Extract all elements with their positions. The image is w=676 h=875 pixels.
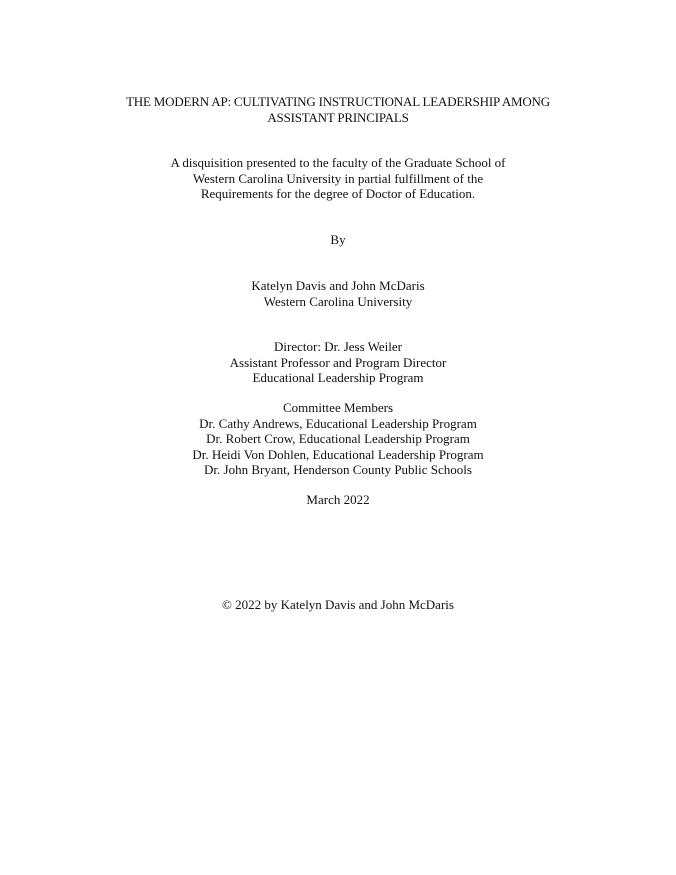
committee-member: Dr. John Bryant, Henderson County Public Schools: [204, 462, 472, 477]
committee-member: Dr. Heidi Von Dohlen, Educational Leadership Program: [192, 446, 484, 462]
author-institution: Western Carolina University: [263, 293, 413, 309]
copyright-notice: © 2022 by Katelyn Davis and John McDaris: [222, 597, 454, 612]
title-line-1: THE MODERN AP: CULTIVATING INSTRUCTIONAL LEADERSHIP AMONG: [126, 94, 550, 109]
committee-member: Dr. Cathy Andrews, Educational Leadership Program: [199, 415, 477, 431]
submission-date: March 2022: [306, 492, 370, 507]
by-label: [0, 232, 676, 248]
by-text: By: [330, 232, 346, 247]
committee-heading: Committee Members: [282, 400, 394, 415]
copyright-block: [0, 597, 676, 613]
committee-member: Dr. Robert Crow, Educational Leadership Program: [206, 431, 470, 446]
director-name: Director: Dr. Jess Weiler: [274, 339, 402, 354]
director-role: Assistant Professor and Program Director: [229, 354, 447, 370]
authors-block: [0, 278, 676, 309]
author-names: Katelyn Davis and John McDaris: [251, 278, 425, 293]
date-block: [0, 492, 676, 508]
purpose-line-2: Western Carolina University in partial fulfillment of the: [192, 170, 484, 186]
document-title: [0, 94, 676, 125]
director-program: Educational Leadership Program: [252, 370, 424, 385]
director-block: [0, 339, 676, 386]
title-line-2: ASSISTANT PRINCIPALS: [267, 109, 409, 125]
committee-block: [0, 400, 676, 478]
purpose-line-1: A disquisition presented to the faculty of the Graduate School of: [170, 155, 506, 170]
purpose-line-3: Requirements for the degree of Doctor of Education.: [200, 186, 476, 201]
purpose-statement: [0, 155, 676, 202]
